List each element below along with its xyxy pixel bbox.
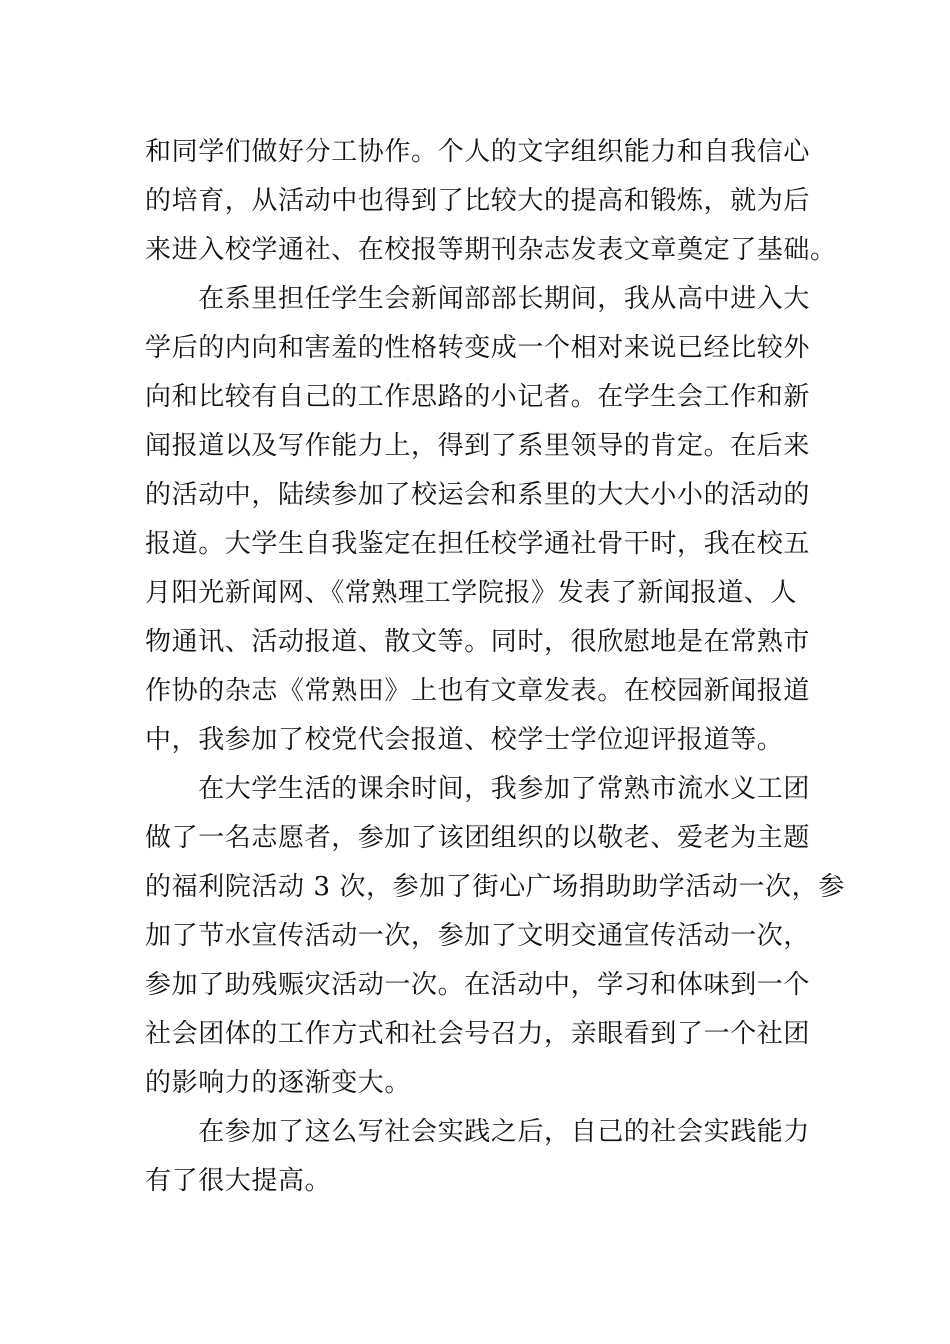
text-line: 在大学生活的课余时间，我参加了常熟市流水义工团 [145, 774, 811, 804]
text-line: 的影响力的逐渐变大。 [145, 1068, 412, 1098]
text-line: 社会团体的工作方式和社会号召力，亲眼看到了一个社团 [145, 1019, 811, 1049]
text-line: 报道。大学生自我鉴定在担任校学通社骨干时，我在校五 [145, 529, 811, 559]
text-line: 月阳光新闻网、《常熟理工学院报》发表了新闻报道、人 [145, 578, 798, 608]
text-line: 的活动中，陆续参加了校运会和系里的大大小小的活动的 [145, 480, 811, 510]
paragraph-2 [145, 275, 809, 765]
text-line: 有了很大提高。 [145, 1166, 332, 1196]
text-line: 加了节水宣传活动一次，参加了文明交通宣传活动一次， [145, 921, 811, 951]
text-line: 和同学们做好分工协作。个人的文字组织能力和自我信心 [145, 137, 811, 167]
paragraph-3 [145, 765, 845, 1108]
text-line: 作协的杂志《常熟田》上也有文章发表。在校园新闻报道 [145, 676, 811, 706]
text-line: 来进入校学通社、在校报等期刊杂志发表文章奠定了基础。 [145, 235, 837, 265]
text-line: 中，我参加了校党代会报道、校学士学位迎评报道等。 [145, 725, 784, 755]
document-body [145, 128, 845, 1206]
text-line: 在系里担任学生会新闻部部长期间，我从高中进入大 [145, 284, 811, 314]
text-line: 的培育，从活动中也得到了比较大的提高和锻炼，就为后 [145, 186, 811, 216]
text-line: 的福利院活动 3 次，参加了街心广场捐助助学活动一次，参 [145, 872, 845, 902]
text-line: 做了一名志愿者，参加了该团组织的以敬老、爱老为主题 [145, 823, 811, 853]
text-line: 向和比较有自己的工作思路的小记者。在学生会工作和新 [145, 382, 811, 412]
text-line: 学后的内向和害羞的性格转变成一个相对来说已经比较外 [145, 333, 811, 363]
paragraph-1 [145, 128, 837, 275]
text-line: 闻报道以及写作能力上，得到了系里领导的肯定。在后来 [145, 431, 811, 461]
paragraph-4 [145, 1108, 809, 1206]
text-line: 在参加了这么写社会实践之后，自己的社会实践能力 [145, 1117, 811, 1147]
text-line: 参加了助残赈灾活动一次。在活动中，学习和体味到一个 [145, 970, 811, 1000]
text-line: 物通讯、活动报道、散文等。同时，很欣慰地是在常熟市 [145, 627, 811, 657]
